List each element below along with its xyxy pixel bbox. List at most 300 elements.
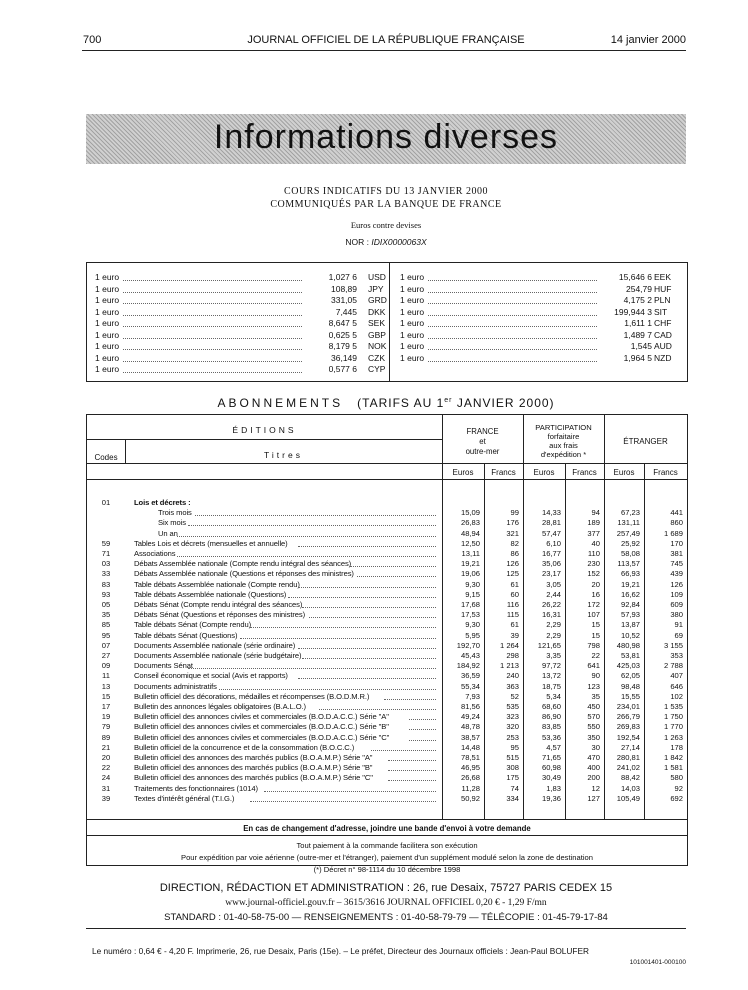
row-value: 71,65 <box>541 753 561 762</box>
row-value: 53,81 <box>620 651 640 660</box>
rate-value: 0,625 5 <box>328 329 357 340</box>
row-value: 113,57 <box>617 559 640 569</box>
row-leader <box>350 566 436 567</box>
row-value: 200 <box>587 773 600 783</box>
row-value: 320 <box>506 722 519 732</box>
currency-code: SIT <box>654 306 668 317</box>
editions-rule <box>87 439 442 440</box>
price-line: Le numéro : 0,64 € - 4,20 F. Imprimerie, 26, rue Desaix, Paris (15e). – Le préfet, Directeur des Journaux officiels : Jean-Paul BOLUFER <box>92 946 589 956</box>
row-value: 450 <box>587 702 600 711</box>
row-value: 11,28 <box>461 783 480 793</box>
row-value: 189 <box>587 518 600 528</box>
rate-value: 108,89 <box>331 283 357 294</box>
row-code: 27 <box>101 651 111 660</box>
row-leader <box>219 689 436 690</box>
header-participation: PARTICIPATION forfaitaire aux frais d'expédition * <box>535 423 592 459</box>
row-value: 280,81 <box>616 753 640 762</box>
row-value: 176 <box>506 518 519 528</box>
row-code: 20 <box>101 753 111 762</box>
row-leader <box>384 699 436 700</box>
row-value: 15 <box>591 620 600 630</box>
rate-unit: 1 euro <box>400 283 425 294</box>
row-value: 353 <box>670 651 683 660</box>
row-value: 16 <box>591 589 600 599</box>
row-value: 380 <box>670 610 683 620</box>
page-number: 700 <box>83 34 102 46</box>
row-value: 74 <box>510 783 519 793</box>
row-value: 407 <box>670 671 683 681</box>
row-code: 79 <box>101 722 111 732</box>
rate-value: 7,445 <box>335 306 357 317</box>
row-value: 609 <box>670 600 683 609</box>
journal-title: JOURNAL OFFICIEL DE LA RÉPUBLIQUE FRANÇAISE <box>247 34 525 46</box>
currency-code: NZD <box>654 352 672 363</box>
nor-label: NOR : <box>345 237 369 247</box>
rate-unit: 1 euro <box>95 352 120 363</box>
row-code: 03 <box>101 559 111 569</box>
row-value: 570 <box>587 712 600 722</box>
row-title: Débats Sénat (Compte rendu intégral des séances) <box>134 600 303 609</box>
row-code: 09 <box>101 661 111 671</box>
row-leader <box>188 525 436 526</box>
row-code: 11 <box>102 671 110 681</box>
row-value: 266,79 <box>616 712 640 722</box>
currency-code: CYP <box>368 364 386 374</box>
row-value: 62,05 <box>620 671 640 681</box>
row-value: 14,33 <box>541 508 561 518</box>
row-leader <box>409 729 436 730</box>
row-value: 439 <box>670 569 683 579</box>
subscriptions-table <box>86 414 688 874</box>
payment-note-1: Tout paiement à la commande facilitera son exécution <box>296 841 478 850</box>
row-value: 550 <box>587 722 600 732</box>
row-value: 92,84 <box>620 600 640 609</box>
row-value: 19,36 <box>541 793 561 803</box>
row-value: 9,30 <box>465 620 480 630</box>
row-value: 53,36 <box>541 732 561 742</box>
unit-francs: Francs <box>653 468 678 477</box>
row-value: 45,43 <box>460 651 480 660</box>
address-change-notice: En cas de changement d'adresse, joindre une bande d'envoi à votre demande <box>243 824 531 833</box>
row-title: Bulletin des annonces légales obligatoires (B.A.L.O.) <box>134 702 306 711</box>
row-value: 152 <box>587 569 600 579</box>
row-title: Six mois <box>158 518 186 528</box>
row-leader <box>177 556 436 557</box>
row-value: 16,31 <box>541 610 561 620</box>
row-value: 105,49 <box>616 793 640 803</box>
rate-value: 1,489 7 <box>623 329 652 340</box>
currency-code: DKK <box>368 306 386 317</box>
row-value: 91 <box>674 620 683 630</box>
unit-euros: Euros <box>452 468 474 477</box>
row-leader <box>240 638 437 639</box>
row-leader <box>264 791 436 792</box>
row-title: Lois et décrets : <box>134 498 191 507</box>
rate-value: 15,646 6 <box>618 272 652 282</box>
row-value: 22 <box>591 651 600 660</box>
rate-value: 1,611 1 <box>624 318 652 328</box>
rate-unit: 1 euro <box>400 306 425 317</box>
row-value: 646 <box>670 681 683 691</box>
currency-code: CZK <box>368 352 385 363</box>
row-value: 1 770 <box>663 722 683 732</box>
rate-leader <box>123 303 302 304</box>
row-value: 97,72 <box>541 661 561 671</box>
row-title: Débats Assemblée nationale (Questions et réponses des ministres) <box>134 569 354 579</box>
row-value: 26,22 <box>541 600 561 609</box>
cours-subtitle: Euros contre devises <box>350 220 422 230</box>
header-bottom-rule <box>87 463 687 464</box>
row-value: 400 <box>587 763 600 773</box>
row-title: Conseil économique et social (Avis et rapports) <box>134 671 288 681</box>
row-value: 3 155 <box>663 640 683 650</box>
row-value: 1 535 <box>663 702 683 711</box>
currency-code: JPY <box>368 283 384 294</box>
rate-leader <box>428 338 597 339</box>
row-value: 175 <box>506 773 519 783</box>
row-value: 90 <box>591 671 600 681</box>
row-value: 170 <box>670 538 683 548</box>
row-value: 16,77 <box>541 549 561 558</box>
row-code: 83 <box>101 579 111 589</box>
row-code: 89 <box>101 732 111 742</box>
rate-leader <box>123 349 302 350</box>
rate-unit: 1 euro <box>400 318 425 328</box>
row-leader <box>298 648 436 649</box>
payment-notes <box>87 840 687 876</box>
row-title: Documents Sénat <box>134 661 193 671</box>
row-value: 102 <box>670 691 683 701</box>
rate-unit: 1 euro <box>95 283 120 294</box>
row-code: 17 <box>101 702 111 711</box>
header-titres: Titres <box>264 450 303 460</box>
row-code: 31 <box>101 783 111 793</box>
row-leader <box>409 719 436 720</box>
row-leader <box>357 576 436 577</box>
abonnements-subtitle: (TARIFS AU 1er JANVIER 2000) <box>357 396 555 410</box>
row-value: 253 <box>506 732 519 742</box>
rate-leader <box>123 326 302 327</box>
row-value: 69 <box>674 630 683 640</box>
row-title: Trois mois <box>158 508 192 518</box>
row-value: 241,02 <box>616 763 640 773</box>
currency-code: CAD <box>654 329 672 340</box>
row-value: 61 <box>510 620 519 630</box>
row-value: 57,93 <box>620 610 640 620</box>
row-value: 3,35 <box>546 651 561 660</box>
row-value: 1 689 <box>663 528 683 538</box>
rate-leader <box>123 315 302 316</box>
row-value: 126 <box>670 579 683 589</box>
currency-code: GBP <box>368 329 386 340</box>
currency-code: PLN <box>654 295 671 305</box>
row-value: 10,52 <box>620 630 640 640</box>
row-value: 52 <box>510 691 519 701</box>
row-leader <box>298 546 436 547</box>
rate-value: 8,179 5 <box>328 341 357 351</box>
row-title: Documents administratifs <box>134 681 217 691</box>
row-leader <box>188 668 436 669</box>
row-value: 257,49 <box>616 528 640 538</box>
row-code: 39 <box>101 793 111 803</box>
row-code: 19 <box>101 712 111 722</box>
section-title: Informations diverses <box>213 118 559 156</box>
rate-unit: 1 euro <box>95 318 120 328</box>
row-value: 14,03 <box>620 783 640 793</box>
row-code: 07 <box>101 640 111 650</box>
row-code: 59 <box>101 538 111 548</box>
row-value: 55,34 <box>460 681 480 691</box>
row-value: 99 <box>510 508 519 518</box>
row-value: 50,92 <box>460 793 480 803</box>
row-value: 692 <box>670 793 683 803</box>
row-value: 95 <box>510 742 519 752</box>
row-value: 23,17 <box>541 569 561 579</box>
row-value: 6,10 <box>546 538 561 548</box>
row-value: 15 <box>591 630 600 640</box>
row-value: 298 <box>506 651 519 660</box>
row-value: 425,03 <box>616 661 640 671</box>
row-value: 19,21 <box>620 579 640 589</box>
currency-code: USD <box>368 272 386 282</box>
row-value: 178 <box>670 742 683 752</box>
row-value: 184,92 <box>456 661 480 671</box>
row-leader <box>177 536 436 537</box>
row-value: 2,29 <box>546 630 561 640</box>
row-value: 61 <box>510 579 519 589</box>
row-title: Table débats Assemblée nationale (Compte rendu) <box>134 579 300 589</box>
currency-code: HUF <box>654 283 672 294</box>
rate-unit: 1 euro <box>400 352 425 363</box>
rate-unit: 1 euro <box>95 364 120 374</box>
rate-leader <box>428 315 597 316</box>
row-code: 71 <box>101 549 111 558</box>
row-leader <box>298 587 436 588</box>
row-value: 192,70 <box>456 640 480 650</box>
row-value: 116 <box>506 600 519 609</box>
row-code: 01 <box>101 498 111 507</box>
row-value: 121,65 <box>537 640 561 650</box>
row-value: 68,60 <box>541 702 561 711</box>
row-value: 36,59 <box>460 671 480 681</box>
row-leader <box>302 658 436 659</box>
rate-leader <box>123 292 302 293</box>
row-value: 19,21 <box>460 559 480 569</box>
row-title: Débats Assemblée nationale (Compte rendu intégral des séances) <box>134 559 352 569</box>
row-value: 9,15 <box>465 589 480 599</box>
row-value: 17,68 <box>460 600 480 609</box>
rate-value: 1,964 5 <box>623 352 652 363</box>
row-value: 1 581 <box>663 763 683 773</box>
header-editions: ÉDITIONS <box>232 425 297 435</box>
row-leader <box>302 607 436 608</box>
row-value: 115 <box>506 610 519 620</box>
row-value: 480,98 <box>616 640 640 650</box>
row-value: 131,11 <box>617 518 640 528</box>
abonnements-title: ABONNEMENTS <box>217 396 344 410</box>
row-code: 24 <box>101 773 111 783</box>
row-code: 22 <box>101 763 111 773</box>
row-value: 308 <box>506 763 519 773</box>
row-title: Bulletin officiel des annonces civiles et commerciales (B.O.D.A.C.C.) Série "A" <box>134 712 389 722</box>
row-value: 192,54 <box>616 732 640 742</box>
row-value: 94 <box>591 508 600 518</box>
row-value: 35,06 <box>541 559 561 569</box>
row-leader <box>288 597 436 598</box>
unit-euros: Euros <box>613 468 635 477</box>
rate-value: 1,545 <box>630 341 652 351</box>
row-title: Bulletin officiel des décorations, médailles et récompenses (B.O.D.M.R.) <box>134 691 370 701</box>
rate-value: 8,647 5 <box>328 318 357 328</box>
row-value: 4,57 <box>546 742 561 752</box>
currency-code: GRD <box>368 295 387 305</box>
currency-code: SEK <box>368 318 386 328</box>
row-value: 269,83 <box>616 722 640 732</box>
row-value: 860 <box>670 518 683 528</box>
row-value: 60 <box>510 589 519 599</box>
row-value: 1,83 <box>546 783 561 793</box>
row-code: 85 <box>101 620 111 630</box>
row-value: 110 <box>587 549 600 558</box>
unit-francs: Francs <box>572 468 597 477</box>
row-code: 21 <box>101 742 111 752</box>
row-value: 5,95 <box>465 630 480 640</box>
row-value: 5,34 <box>546 691 561 701</box>
row-code: 13 <box>101 681 111 691</box>
row-value: 1 264 <box>499 640 519 650</box>
rate-unit: 1 euro <box>400 295 425 305</box>
row-code: 33 <box>101 569 111 579</box>
row-value: 230 <box>587 559 600 569</box>
row-value: 350 <box>587 732 600 742</box>
row-leader <box>409 740 436 741</box>
row-title: Documents Assemblée nationale (série budgétaire) <box>134 651 302 660</box>
row-value: 381 <box>670 549 683 558</box>
row-value: 2 788 <box>663 661 683 671</box>
row-code: 35 <box>101 610 111 620</box>
row-value: 86 <box>510 549 519 558</box>
row-code: 93 <box>101 589 111 599</box>
row-value: 35 <box>591 691 600 701</box>
row-value: 16,62 <box>620 589 640 599</box>
row-leader <box>371 750 436 751</box>
payment-note-2: Pour expédition par voie aérienne (outre-mer et l'étranger), paiement d'un supplément modulé selon la zone de destination <box>181 853 593 862</box>
rate-leader <box>123 280 302 281</box>
row-title: Table débats Assemblée nationale (Questions) <box>134 589 287 599</box>
row-leader <box>319 709 436 710</box>
header-codes: Codes <box>94 453 118 462</box>
row-value: 1 750 <box>663 712 683 722</box>
row-value: 535 <box>506 702 519 711</box>
payment-note-3: (*) Décret n° 98-1114 du 10 décembre 1998 <box>313 865 461 874</box>
row-value: 17,53 <box>460 610 480 620</box>
section-banner <box>86 114 686 164</box>
row-title: Bulletin officiel des annonces civiles et commerciales (B.O.D.A.C.C.) Série "C" <box>134 732 390 742</box>
row-value: 20 <box>591 579 600 589</box>
row-value: 363 <box>506 681 519 691</box>
row-value: 98,48 <box>620 681 640 691</box>
issue-date: 14 janvier 2000 <box>610 34 686 46</box>
row-value: 441 <box>670 508 683 518</box>
currency-code: AUD <box>654 341 672 351</box>
rate-value: 254,79 <box>626 283 652 294</box>
row-title: Traitements des fonctionnaires (1014) <box>134 783 258 793</box>
row-value: 7,93 <box>465 691 480 701</box>
row-value: 123 <box>587 681 600 691</box>
row-value: 78,51 <box>460 753 480 762</box>
row-value: 125 <box>506 569 519 579</box>
row-value: 334 <box>506 793 519 803</box>
rate-leader <box>123 372 302 373</box>
row-title: Table débats Sénat (Compte rendu) <box>134 620 252 630</box>
row-leader <box>388 780 436 781</box>
rate-leader <box>123 361 302 362</box>
row-value: 109 <box>670 589 683 599</box>
rate-unit: 1 euro <box>95 306 120 317</box>
direction-address: DIRECTION, RÉDACTION ET ADMINISTRATION : 26, rue Desaix, 75727 PARIS CEDEX 15 <box>159 882 613 894</box>
row-value: 1 842 <box>663 753 683 762</box>
header-rule <box>82 50 686 51</box>
row-title: Bulletin officiel des annonces des marchés publics (B.O.A.M.P.) Série "C" <box>134 773 373 783</box>
row-title: Tables Lois et décrets (mensuelles et annuelle) <box>134 538 288 548</box>
row-value: 57,47 <box>541 528 561 538</box>
row-title: Un an <box>158 528 178 538</box>
rate-value: 4,175 2 <box>623 295 652 305</box>
row-value: 86,90 <box>541 712 561 722</box>
rate-leader <box>428 280 597 281</box>
row-value: 107 <box>587 610 600 620</box>
row-title: Associations <box>134 549 176 558</box>
row-value: 38,57 <box>460 732 480 742</box>
notice-end-rule <box>87 835 687 836</box>
table-end-rule <box>87 819 687 820</box>
rate-unit: 1 euro <box>400 329 425 340</box>
row-value: 18,75 <box>541 681 561 691</box>
nor-reference <box>86 237 686 247</box>
row-value: 9,30 <box>465 579 480 589</box>
row-title: Textes d'intérêt général (T.I.G.) <box>134 793 235 803</box>
row-leader <box>250 801 436 802</box>
row-value: 30 <box>591 742 600 752</box>
cours-title-1: COURS INDICATIFS DU 13 JANVIER 2000 <box>284 186 488 197</box>
rate-value: 331,05 <box>331 295 357 305</box>
exchange-rates-box <box>86 262 688 382</box>
row-value: 40 <box>591 538 600 548</box>
rate-value: 36,149 <box>331 352 357 363</box>
direction-phones: STANDARD : 01-40-58-75-00 — RENSEIGNEMENTS : 01-40-58-79-79 — TÉLÉCOPIE : 01-45-79-17-84 <box>164 912 608 923</box>
row-value: 234,01 <box>616 702 640 711</box>
rate-unit: 1 euro <box>400 341 425 351</box>
row-value: 1 213 <box>499 661 519 671</box>
rate-leader <box>123 338 302 339</box>
row-value: 2,29 <box>546 620 561 630</box>
row-value: 49,24 <box>460 712 480 722</box>
rate-leader <box>428 326 597 327</box>
row-code: 15 <box>101 691 111 701</box>
rates-divider <box>389 263 390 381</box>
row-value: 67,23 <box>620 508 640 518</box>
row-title: Débats Sénat (Questions et réponses des ministres) <box>134 610 306 620</box>
currency-code: EEK <box>654 272 672 282</box>
row-value: 66,93 <box>620 569 640 579</box>
row-value: 92 <box>674 783 683 793</box>
rate-unit: 1 euro <box>95 272 120 282</box>
row-value: 1 263 <box>663 732 683 742</box>
header-etranger: ÉTRANGER <box>623 437 668 446</box>
row-value: 172 <box>587 600 600 609</box>
row-value: 127 <box>587 793 600 803</box>
unit-francs: Francs <box>491 468 516 477</box>
